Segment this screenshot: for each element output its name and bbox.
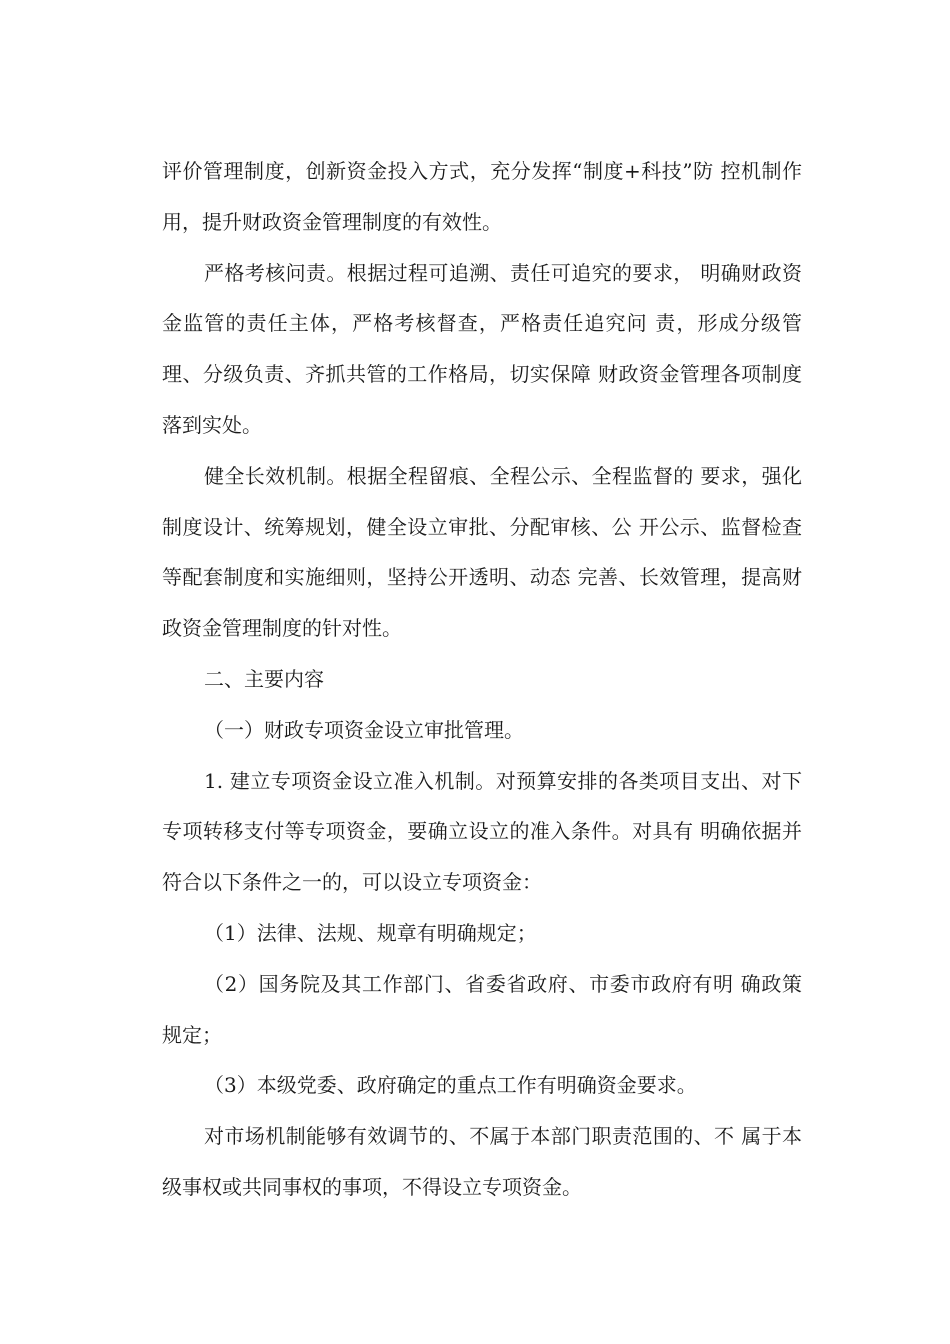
- document-body: [162, 146, 802, 1213]
- section-heading: 二、主要内容: [204, 666, 324, 691]
- paragraph-3: 健全长效机制。根据全程留痕、全程公示、全程监督的 要求，强化制度设计、统筹规划，健全设立审批、分配审核、公 开公示、监督检查等配套制度和实施细则，坚持公开透明、动态 完善、长效管理，提高财政资金管理制度的针对性。: [162, 463, 802, 641]
- paragraph-1: 评价管理制度，创新资金投入方式，充分发挥“制度+科技”防 控机制作用，提升财政资金管理制度的有效性。: [162, 159, 802, 234]
- paragraph-item-1: 1. 建立专项资金设立准入机制。对预算安排的各类项目支出、对下专项转移支付等专项资金，要确立设立的准入条件。对具有 明确依据并符合以下条件之一的，可以设立专项资金：: [162, 768, 802, 895]
- condition-3: （3）本级党委、政府确定的重点工作有明确资金要求。: [204, 1073, 697, 1098]
- subsection-heading: （一）财政专项资金设立审批管理。: [204, 717, 524, 742]
- paragraph-last: 对市场机制能够有效调节的、不属于本部门职责范围的、不 属于本级事权或共同事权的事项，不得设立专项资金。: [162, 1124, 802, 1199]
- condition-1: （1）法律、法规、规章有明确规定；: [204, 920, 537, 945]
- paragraph-2: 严格考核问责。根据过程可追溯、责任可追究的要求， 明确财政资金监管的责任主体，严格考核督查，严格责任追究问 责，形成分级管理、分级负责、齐抓共管的工作格局，切实保障 财政资金管理各项制度落到实处。: [162, 260, 802, 437]
- condition-2: （2）国务院及其工作部门、省委省政府、市委市政府有明 确政策规定；: [162, 971, 802, 1047]
